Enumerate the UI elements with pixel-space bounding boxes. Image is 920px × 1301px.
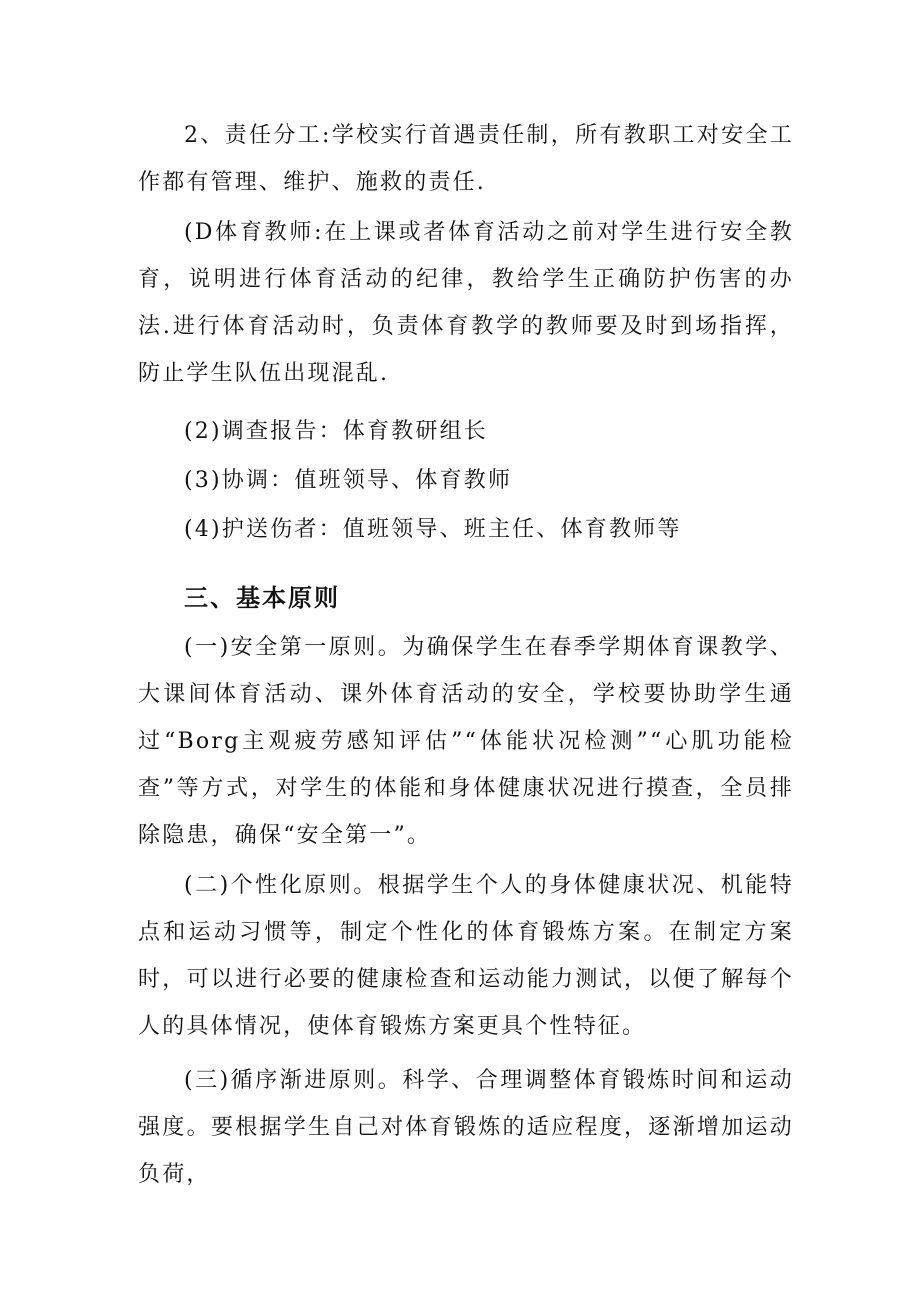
- paragraph-responsibility: 2、责任分工:学校实行首遇责任制，所有教职工对安全工作都有管理、维护、施救的责任.: [138, 123, 794, 195]
- paragraph-safety-first: (一)安全第一原则。为确保学生在春季学期体育课教学、大课间体育活动、课外体育活动的安全，学校要协助学生通过“Borg主观疲劳感知评估”“体能状况检测”“心肌功能检查”等方式，对学生的体能和身体健康状况进行摸查，全员排除隐患，确保“安全第一”。: [138, 635, 794, 848]
- section-heading: 三、基本原则: [184, 584, 340, 612]
- paragraph-personalization: (二)个性化原则。根据学生个人的身体健康状况、机能特点和运动习惯等，制定个性化的体育锻炼方案。在制定方案时，可以进行必要的健康检查和运动能力测试，以便了解每个人的具体情况，使体育锻炼方案更具个性特征。: [138, 873, 794, 1039]
- list-item-escort: (4)护送伤者：值班领导、班主任、体育教师等: [184, 517, 682, 542]
- paragraph-pe-teacher: (D体育教师:在上课或者体育活动之前对学生进行安全教育，说明进行体育活动的纪律，教给学生正确防护伤害的办法.进行体育活动时，负责体育教学的教师要及时到场指挥，防止学生队伍出现混乱.: [138, 220, 794, 386]
- list-item-investigation: (2)调查报告：体育教研组长: [184, 419, 488, 444]
- list-item-coordination: (3)协调：值班领导、体育教师: [184, 468, 513, 493]
- paragraph-gradual-progression: (三)循序渐进原则。科学、合理调整体育锻炼时间和运动强度。要根据学生自己对体育锻炼的适应程度，逐渐增加运动负荷，: [138, 1068, 794, 1187]
